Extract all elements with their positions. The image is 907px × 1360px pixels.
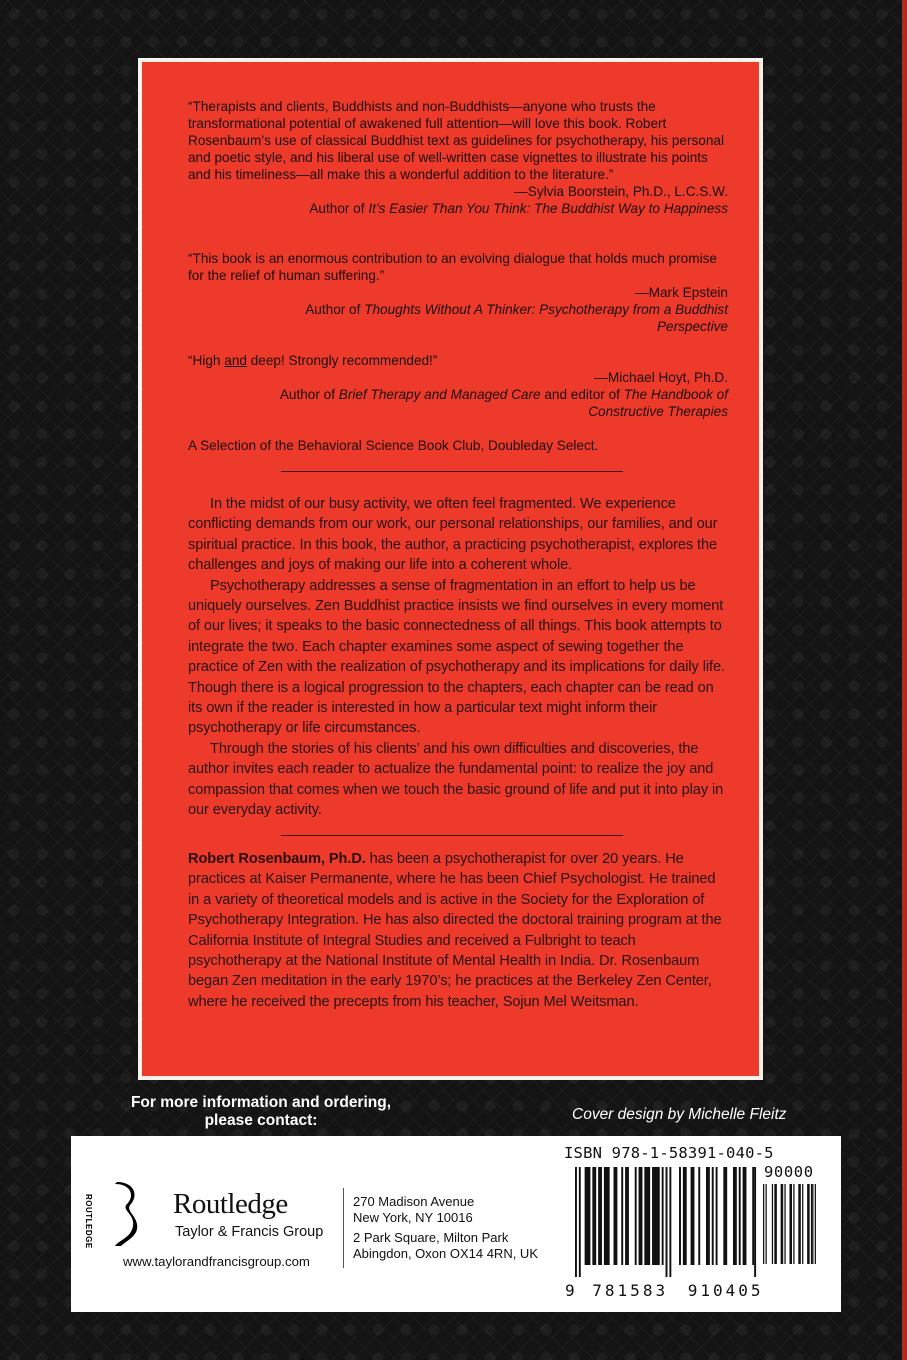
barcode-bar xyxy=(798,1184,801,1264)
endorsement-credit: Author of Brief Therapy and Managed Care and editor of The Handbook of Constructive Therapies xyxy=(279,387,728,419)
barcode-bar xyxy=(598,1167,602,1265)
description-paragraph: Psychotherapy addresses a sense of fragmentation in an effort to help us be uniquely ourselves. Zen Buddhist practice insists we find ourselves in every moment of our lives; it speaks to the basic connectedness of all things. This book attempts to integrate the two. Each chapter examines some aspect of sewing together the practice of Zen with the realization of psychotherapy and its implications for daily life. Though there is a logical progression to the chapters, each chapter can be read on its own if the reader is interested in how a particular text might inform their psychotherapy or life circumstances. xyxy=(188,577,725,737)
publisher-url[interactable]: www.taylorandfrancisgroup.com xyxy=(123,1254,310,1269)
spine-edge-stripe xyxy=(902,0,907,1360)
publisher-name: Routledge xyxy=(173,1188,288,1220)
barcode-bar xyxy=(723,1167,727,1265)
barcode-bar xyxy=(639,1167,643,1265)
endorsement-author: —Sylvia Boorstein, Ph.D., L.C.S.W. xyxy=(514,184,728,199)
barcode-bar xyxy=(662,1167,664,1265)
price-code: 90000 xyxy=(764,1163,814,1181)
routledge-logo-icon xyxy=(109,1182,139,1248)
barcode-bar xyxy=(793,1184,794,1264)
cover-design-credit: Cover design by Michelle Fleitz xyxy=(572,1106,787,1123)
logo-vertical-text: ROUTLEDGE xyxy=(84,1194,93,1249)
ean-barcode xyxy=(575,1167,758,1277)
barcode-bar xyxy=(774,1184,777,1264)
endorsement-credit: Author of It’s Easier Than You Think: The Buddhist Way to Happiness xyxy=(309,201,728,216)
barcode-bar xyxy=(625,1167,629,1265)
author-bio xyxy=(188,849,728,1012)
barcode-bar xyxy=(784,1184,785,1264)
barcode-bar xyxy=(763,1184,764,1264)
barcode-bar xyxy=(812,1184,813,1264)
endorsement-boorstein xyxy=(188,98,728,217)
address-separator xyxy=(343,1188,344,1268)
barcode-bar xyxy=(733,1167,737,1265)
description-paragraph: Through the stories of his clients’ and his own difficulties and discoveries, the author invites each reader to actualize the fundamental point: to realize the joy and compassion that comes when we touch the basic ground of life and put it into play in our everyday activity. xyxy=(188,740,724,819)
endorsement-credit: Author of Thoughts Without A Thinker: Psychotherapy from a Buddhist Perspective xyxy=(305,302,728,334)
barcode-bar xyxy=(772,1184,773,1264)
barcode-bar xyxy=(789,1184,792,1264)
endorsement-epstein xyxy=(188,250,728,335)
barcode-bar xyxy=(652,1167,660,1265)
barcode-bar xyxy=(592,1167,596,1265)
barcode-bar xyxy=(614,1167,618,1265)
book-club-note: A Selection of the Behavioral Science Book Club, Doubleday Select. xyxy=(188,438,599,453)
barcode-bar xyxy=(739,1167,741,1265)
endorsement-hoyt xyxy=(188,352,728,420)
barcode-bar xyxy=(669,1167,671,1277)
barcode-bar xyxy=(807,1184,810,1264)
ordering-line-1: For more information and ordering, xyxy=(130,1094,392,1111)
barcode-bar xyxy=(575,1167,577,1277)
barcode-bar xyxy=(781,1184,784,1264)
author-name: Robert Rosenbaum, Ph.D. xyxy=(188,851,366,867)
ordering-line-2: please contact: xyxy=(204,1112,318,1129)
ean-digits xyxy=(565,1281,764,1300)
barcode-bar xyxy=(706,1167,710,1265)
endorsement-author: —Michael Hoyt, Ph.D. xyxy=(594,370,728,385)
barcode-bar xyxy=(802,1184,803,1264)
barcode-bar xyxy=(815,1184,816,1264)
publisher-footer xyxy=(71,1136,841,1312)
barcode-bar xyxy=(712,1167,714,1265)
ordering-info xyxy=(116,1094,406,1130)
barcode-bar xyxy=(811,1184,812,1264)
barcode-bar xyxy=(754,1167,756,1277)
book-description xyxy=(188,494,728,821)
barcode-bar xyxy=(752,1167,754,1265)
barcode-bar xyxy=(579,1167,581,1277)
barcode-bar xyxy=(698,1167,700,1265)
barcode-bar xyxy=(679,1167,681,1265)
ean-left-digits: 781583 xyxy=(592,1281,669,1300)
publisher-group: Taylor & Francis Group xyxy=(175,1224,324,1240)
section-divider xyxy=(281,471,623,472)
barcode-bar xyxy=(666,1167,668,1277)
endorsement-author: —Mark Epstein xyxy=(635,285,728,300)
isbn-label: ISBN 978-1-58391-040-5 xyxy=(564,1144,774,1162)
barcode-bar xyxy=(621,1167,623,1265)
barcode-bar xyxy=(691,1167,695,1265)
author-bio-text: has been a psychotherapist for over 20 years. He practices at Kaiser Permanente, where he has been Chief Psychologist. He trained in a variety of theoretical models and is active in the Society for the Exploration of Psychotherapy Integration. He has also directed the doctoral training program at the California Institute of Integral Studies and received a Fulbright to teach psychotherapy at the National Institute of Mental Health in India. Dr. Rosenbaum began Zen meditation in the early 1970’s; he practices at the Berkeley Zen Center, where he received the precepts from his teacher, Sojun Mel Weitsman. xyxy=(188,851,722,1010)
barcode-bar xyxy=(716,1167,718,1265)
ean-lead-digit: 9 xyxy=(565,1281,575,1300)
ean-right-digits: 910405 xyxy=(687,1281,764,1300)
address-uk: 2 Park Square, Milton Park Abingdon, Oxon OX14 4RN, UK xyxy=(353,1230,538,1261)
barcode-bar xyxy=(766,1184,767,1264)
barcode-bar xyxy=(604,1167,610,1265)
barcode-bar xyxy=(585,1167,591,1265)
red-text-panel xyxy=(138,58,763,1080)
barcode-bar xyxy=(683,1167,687,1265)
endorsement-text: “High and deep! Strongly recommended!” xyxy=(188,353,438,368)
red-panel-inner xyxy=(142,62,759,1076)
address-us: 270 Madison Avenue New York, NY 10016 xyxy=(353,1194,475,1225)
description-paragraph: In the midst of our busy activity, we often feel fragmented. We experience conflicting demands from our work, our personal relationships, our families, and our spiritual practice. In this book, the author, a practicing psychotherapist, explores the challenges and joys of making our life into a coherent whole. xyxy=(188,496,718,574)
barcode-bar xyxy=(644,1167,650,1265)
barcode-bar xyxy=(743,1167,747,1265)
section-divider xyxy=(281,835,623,836)
barcode-bar xyxy=(635,1167,637,1265)
endorsement-text: “This book is an enormous contribution to an evolving dialogue that holds much promise for the relief of human suffering.” xyxy=(188,251,717,283)
endorsement-text: “Therapists and clients, Buddhists and non-Buddhists—anyone who trusts the transformational potential of awakened full attention—will love this book. Robert Rosenbaum’s use of classical Buddhist text as guidelines for psychotherapy, his personal and poetic style, and his liberal use of well-written case vignettes to illustrate his points and his timeliness—all make this a wonderful addition to the literature.” xyxy=(188,99,724,182)
price-barcode xyxy=(763,1184,821,1276)
